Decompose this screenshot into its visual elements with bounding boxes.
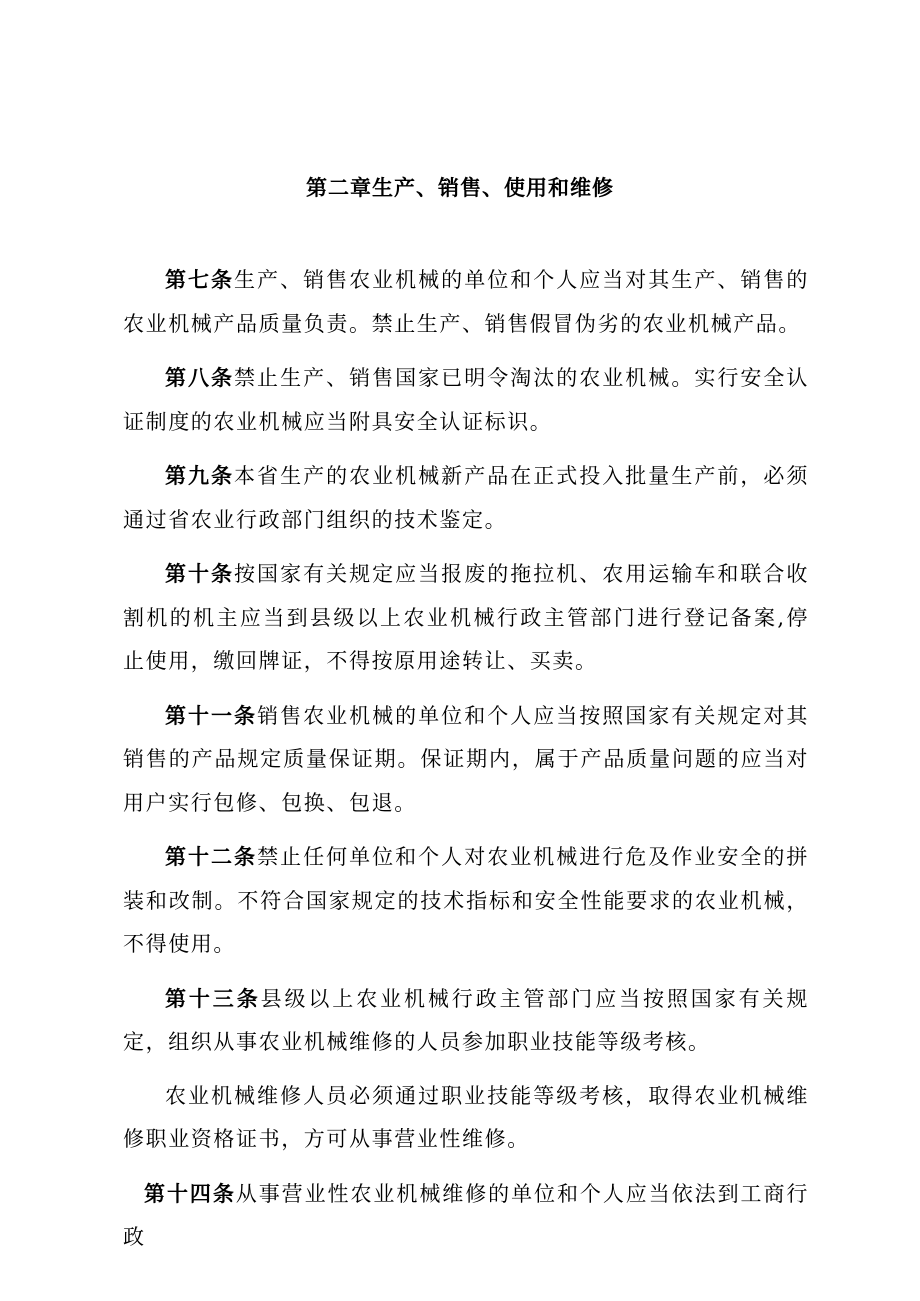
article-label: 第十三条 [165,985,261,1011]
article-10 [123,552,809,684]
articles-body [123,258,809,1270]
article-11 [123,694,809,826]
article-text: 禁止生产、销售国家已明令淘汰的农业机械。实行安全认证制度的农业机械应当附具安全认证标识。 [123,366,809,434]
article-label: 第八条 [165,365,235,390]
article-text: 农业机械维修人员必须通过职业技能等级考核，取得农业机械维修职业资格证书，方可从事营业性维修。 [123,1083,809,1151]
article-14 [123,1172,809,1260]
article-8 [123,356,809,444]
article-text: 禁止任何单位和个人对农业机械进行危及作业安全的拼装和改制。不符合国家规定的技术指标和安全性能要求的农业机械，不得使用。 [123,845,809,956]
article-13 [123,977,809,1065]
article-text: 销售农业机械的单位和个人应当按照国家有关规定对其销售的产品规定质量保证期。保证期内，属于产品质量问题的应当对用户实行包修、包换、包退。 [123,703,809,815]
article-label: 第十四条 [144,1180,236,1206]
article-label: 第十一条 [165,702,258,728]
article-text: 县级以上农业机械行政主管部门应当按照国家有关规定，组织从事农业机械维修的人员参加职业技能等级考核。 [123,986,809,1054]
article-label: 第十条 [165,561,235,586]
article-label: 第七条 [165,267,235,292]
article-text: 生产、销售农业机械的单位和个人应当对其生产、销售的农业机械产品质量负责。禁止生产、销售假冒伪劣的农业机械产品。 [123,268,809,336]
article-12 [123,835,809,967]
article-label: 第九条 [165,463,235,488]
article-text: 本省生产的农业机械新产品在正式投入批量生产前，必须通过省农业行政部门组织的技术鉴定。 [123,464,809,532]
article-13-paragraph-2 [123,1075,809,1162]
article-text: 按国家有关规定应当报废的拖拉机、农用运输车和联合收割机的机主应当到县级以上农业机械行政主管部门进行登记备案,停止使用，缴回牌证，不得按原用途转让、买卖。 [123,562,809,673]
article-label: 第十二条 [165,844,258,869]
article-7 [123,258,809,346]
article-text: 从事营业性农业机械维修的单位和个人应当依法到工商行政 [123,1181,810,1249]
article-9 [123,454,809,542]
chapter-title: 第二章生产、销售、使用和维修 [306,175,614,200]
